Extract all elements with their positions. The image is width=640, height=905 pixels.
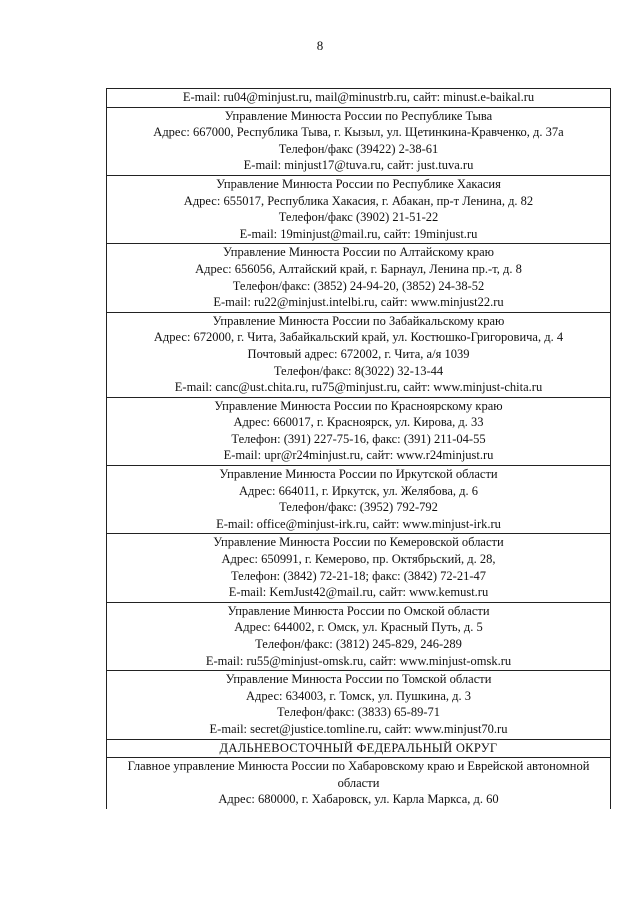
office-entry-cell [107,466,611,534]
office-title: Управление Минюста России по Республике Тыва [224,108,493,123]
office-title: Управление Минюста России по Томской области [225,672,492,687]
office-entry-row [107,466,611,534]
phone-line: Телефон/факс: (3852) 24-94-20, (3852) 24-38-52 [232,278,485,293]
office-entry-cell [107,602,611,670]
email-line: E-mail: ru04@minjust.ru, mail@minustrb.ru, сайт: minust.e-baikal.ru [182,90,535,104]
office-entry-row [107,244,611,312]
office-entry-row [107,671,611,739]
address-line: Адрес: 660017, г. Красноярск, ул. Кирова, д. 33 [233,415,484,430]
office-title: Управление Минюста России по Иркутской области [219,467,498,482]
office-title: Управление Минюста России по Алтайскому краю [223,245,494,260]
office-title: Главное управление Минюста России по Хабаровскому краю и Еврейской автономной области [127,759,590,790]
office-entry-row [107,89,611,108]
address-line: Адрес: 650991, г. Кемерово, пр. Октябрьский, д. 28, [221,552,496,567]
region-title: ДАЛЬНЕВОСТОЧНЫЙ ФЕДЕРАЛЬНЫЙ ОКРУГ [219,740,498,755]
address-line: Адрес: 667000, Республика Тыва, г. Кызыл, ул. Щетинкина-Кравченко, д. 37а [153,125,564,140]
email-line: E-mail: upr@r24minjust.ru, сайт: www.r24minjust.ru [223,448,494,463]
region-header-row [107,739,611,758]
email-line: E-mail: ru55@minjust-omsk.ru, сайт: www.minjust-omsk.ru [205,653,512,668]
office-entry-row [107,175,611,243]
email-line: E-mail: minjust17@tuva.ru, сайт: just.tuva.ru [243,158,474,173]
address-line: Адрес: 680000, г. Хабаровск, ул. Карла Маркса, д. 60 [218,792,499,807]
address-line: Адрес: 656056, Алтайский край, г. Барнаул, Ленина пр.-т, д. 8 [195,261,522,276]
office-entry-cell [107,175,611,243]
page-number: 8 [316,38,324,53]
email-line: E-mail: ru22@minjust.intelbi.ru, сайт: www.minjust22.ru [213,295,504,310]
phone-line: Телефон/факс (3902) 21-51-22 [278,210,439,225]
region-header-cell [107,739,611,758]
office-entry-cell [107,534,611,602]
email-line: E-mail: secret@justice.tomline.ru, сайт: www.minjust70.ru [209,721,508,736]
phone-line: Телефон/факс: (3812) 245-829, 246-289 [255,637,462,651]
office-entry-cell [107,89,611,108]
phone-line: Телефон/факс (39422) 2-38-61 [278,141,439,156]
address-line: Почтовый адрес: 672002, г. Чита, а/я 1039 [247,346,470,361]
address-line: Адрес: 672000, г. Чита, Забайкальский край, ул. Костюшко-Григоровича, д. 4 [153,330,564,345]
office-title: Управление Минюста России по Омской области [227,603,490,618]
office-entry-row [107,397,611,465]
email-line: E-mail: canc@ust.chita.ru, ru75@minjust.ru, сайт: www.minjust-chita.ru [174,380,543,395]
office-title: Управление Минюста России по Забайкальскому краю [212,313,505,328]
phone-line: Телефон/факс: (3833) 65-89-71 [277,705,440,720]
email-line: E-mail: 19minjust@mail.ru, сайт: 19minjust.ru [239,226,478,241]
phone-line: Телефон: (3842) 72-21-18; факс: (3842) 72-21-47 [231,568,486,583]
phone-line: Телефон/факс: (3952) 792-792 [279,500,438,515]
contacts-table [106,88,611,809]
office-entry-cell [107,312,611,397]
address-line: Адрес: 664011, г. Иркутск, ул. Желябова, д. 6 [238,483,479,498]
phone-line: Телефон: (391) 227-75-16, факс: (391) 211-04-55 [231,431,486,446]
address-line: Адрес: 644002, г. Омск, ул. Красный Путь, д. 5 [234,620,483,635]
office-entry-row [107,107,611,175]
email-line: E-mail: office@minjust-irk.ru, сайт: www.minjust-irk.ru [216,516,501,531]
office-title: Управление Минюста России по Кемеровской области [213,535,504,550]
address-line: Адрес: 655017, Республика Хакасия, г. Абакан, пр-т Ленина, д. 82 [183,193,534,208]
office-entry-cell [107,671,611,739]
address-line: Адрес: 634003, г. Томск, ул. Пушкина, д. 3 [245,688,472,703]
office-entry-cell [107,397,611,465]
office-entry-row [107,602,611,670]
office-entry-row [107,534,611,602]
office-title: Управление Минюста России по Красноярскому краю [214,398,503,413]
contacts-table-body [107,89,611,809]
phone-line: Телефон/факс: 8(3022) 32-13-44 [273,363,444,378]
office-entry-cell [107,244,611,312]
office-title: Управление Минюста России по Республике Хакасия [216,176,501,191]
office-entry-row [107,758,611,809]
office-entry-cell [107,758,611,809]
office-entry-cell [107,107,611,175]
email-line: E-mail: KemJust42@mail.ru, сайт: www.kemust.ru [228,585,489,600]
office-entry-row [107,312,611,397]
